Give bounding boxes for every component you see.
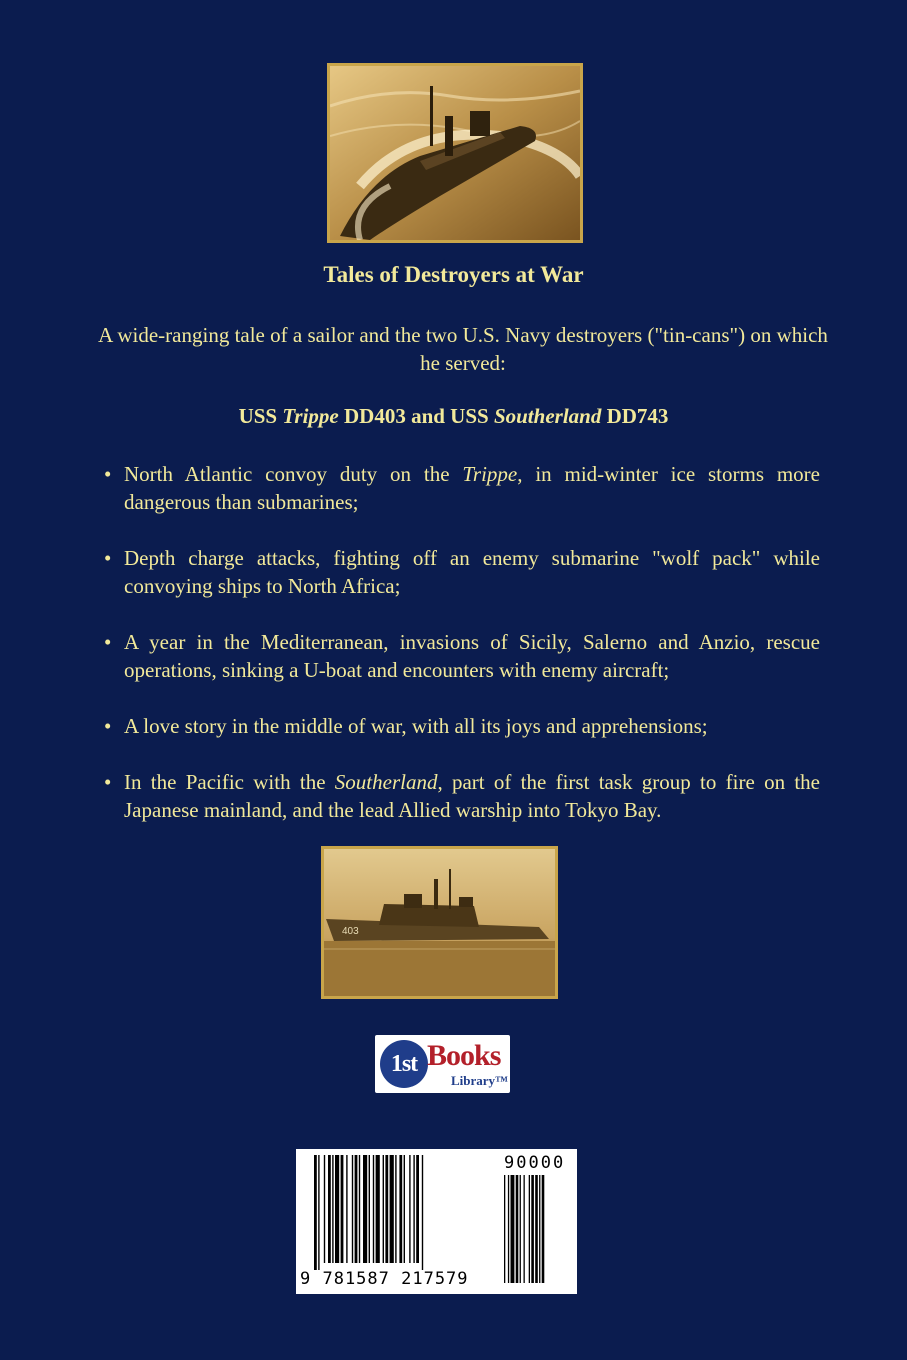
barcode-bar — [352, 1155, 353, 1263]
barcode-bar — [413, 1155, 414, 1263]
ship-name-trippe: Trippe — [282, 404, 339, 428]
barcode-bar — [376, 1155, 380, 1263]
barcode-bar — [404, 1155, 405, 1263]
bullet-dot: • — [104, 770, 112, 794]
destroyer-underway-photo — [327, 63, 583, 243]
ships-suffix: DD743 — [601, 404, 669, 428]
barcode-bar — [318, 1155, 319, 1270]
barcode-bar — [328, 1155, 331, 1263]
barcode-addon-bar — [531, 1175, 534, 1283]
bullet-dot: • — [104, 630, 112, 654]
list-item — [104, 460, 820, 516]
bullet-dot: • — [104, 546, 112, 570]
barcode-bar — [341, 1155, 344, 1263]
bullet-text: In the Pacific with the — [124, 770, 335, 794]
barcode-bar — [346, 1155, 347, 1263]
hull-number: 403 — [342, 926, 359, 937]
barcode-addon-bar — [504, 1175, 505, 1283]
barcode-bar — [314, 1155, 317, 1270]
destroyer-broadside-photo — [321, 846, 558, 999]
ships-prefix: USS — [238, 404, 283, 428]
barcode-addon-bar — [520, 1175, 521, 1283]
intro-paragraph: A wide-ranging tale of a sailor and the two U.S. Navy destroyers ("tin-cans") on which he served: — [98, 323, 828, 375]
barcode-bar — [409, 1155, 410, 1263]
barcode-bar — [385, 1155, 388, 1263]
bullet-text-end: , part of the first task group to fire on the Japanese mainland, and the lead Allied warship into Tokyo Bay. — [124, 770, 820, 822]
logo-word: Books — [427, 1039, 501, 1072]
bullet-text: A love story in the middle of war, with all its joys and apprehensions; — [124, 714, 708, 738]
logo-number: 1st — [380, 1040, 428, 1088]
list-item — [104, 712, 820, 740]
bullet-text: North Atlantic convoy duty on the — [124, 462, 463, 486]
barcode-bar — [355, 1155, 358, 1263]
barcode-bar — [395, 1155, 396, 1263]
barcode-addon-bar — [508, 1175, 509, 1283]
isbn-barcode — [296, 1149, 577, 1294]
barcode-bar — [363, 1155, 367, 1263]
bullet-emphasis: Southerland — [334, 770, 438, 794]
bullet-dot: • — [104, 462, 112, 486]
list-item — [104, 768, 820, 824]
barcode-addon-bar — [511, 1175, 515, 1283]
barcode-bar — [399, 1155, 402, 1263]
logo-subtitle: Library™ — [451, 1073, 509, 1088]
ships-mid: DD403 and USS — [338, 404, 494, 428]
bullet-dot: • — [104, 714, 112, 738]
price-code: 90000 — [504, 1153, 566, 1173]
bullet-text-end: , in mid-winter ice storms more dangerous than submarines; — [124, 462, 820, 514]
barcode-addon-bar — [539, 1175, 540, 1283]
bullet-text: A year in the Mediterranean, invasions of Sicily, Salerno and Anzio, rescue operations, sinking a U-boat and encounters with enemy aircraft; — [124, 630, 820, 682]
barcode-addon-bar — [529, 1175, 530, 1283]
barcode-bar — [383, 1155, 384, 1263]
ships-heading — [0, 404, 907, 429]
barcode-addon-bar — [535, 1175, 538, 1283]
barcode-addon-bar — [516, 1175, 519, 1283]
barcode-bar — [390, 1155, 394, 1263]
barcode-bar — [416, 1155, 419, 1263]
barcode-bar — [373, 1155, 374, 1263]
bullet-emphasis: Trippe — [462, 462, 518, 486]
barcode-bar — [332, 1155, 333, 1263]
list-item — [104, 628, 820, 684]
bullet-text: Depth charge attacks, fighting off an enemy submarine "wolf pack" while convoying ships to North Africa; — [124, 546, 820, 598]
barcode-bar — [335, 1155, 339, 1263]
book-title: Tales of Destroyers at War — [323, 262, 584, 287]
barcode-bar — [422, 1155, 423, 1270]
barcode-bar — [359, 1155, 360, 1263]
ship-name-southerland: Southerland — [493, 404, 602, 428]
isbn-digits: 9 781587 217579 — [300, 1269, 469, 1289]
barcode-addon-bar — [524, 1175, 525, 1283]
barcode-addon-bar — [542, 1175, 545, 1283]
list-item — [104, 544, 820, 600]
barcode-bar — [324, 1155, 325, 1263]
barcode-bar — [369, 1155, 370, 1263]
publisher-logo — [375, 1035, 510, 1093]
